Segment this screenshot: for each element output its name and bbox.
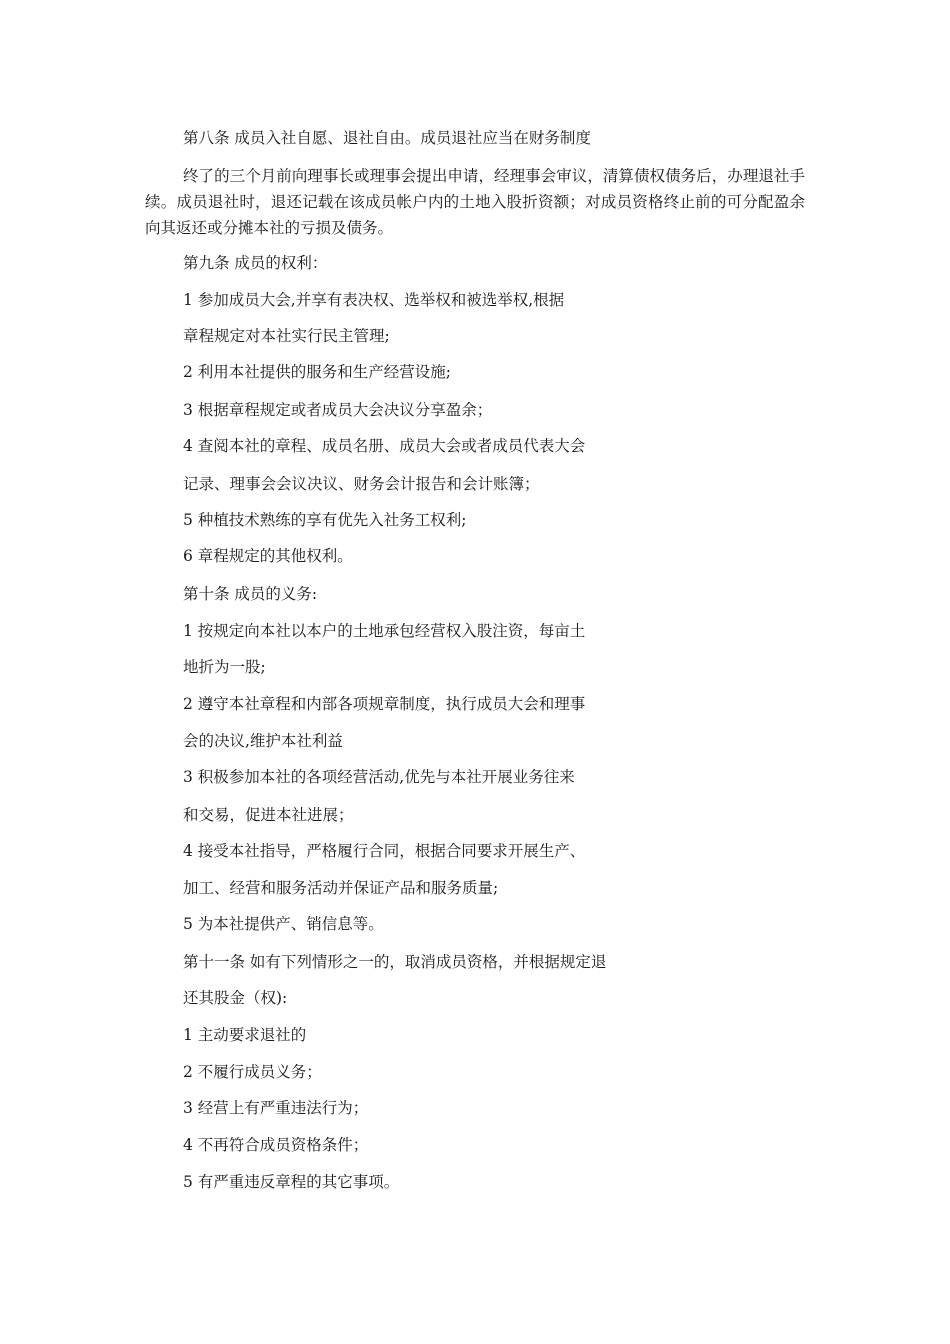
article-10-item-3-cont: 和交易，促进本社进展；: [183, 806, 354, 824]
article-11-item-5: 5 有严重违反章程的其它事项。: [183, 1173, 400, 1191]
article-8-heading: 第八条 成员入社自愿、退社自由。成员退社应当在财务制度: [183, 129, 591, 147]
article-11-item-3: 3 经营上有严重违法行为；: [183, 1099, 369, 1117]
article-9-heading: 第九条 成员的权利：: [183, 254, 328, 272]
article-9-item-4-cont: 记录、理事会会议决议、财务会计报告和会计账簿；: [183, 475, 540, 493]
article-10-item-1: 1 按规定向本社以本户的土地承包经营权入股注资，每亩土: [183, 622, 586, 640]
article-10-item-4: 4 接受本社指导，严格履行合同，根据合同要求开展生产、: [183, 842, 586, 860]
article-9-item-4: 4 查阅本社的章程、成员名册、成员大会或者成员代表大会: [183, 437, 586, 455]
article-9-item-3: 3 根据章程规定或者成员大会决议分享盈余；: [183, 401, 493, 419]
article-10-item-2: 2 遵守本社章程和内部各项规章制度，执行成员大会和理事: [183, 695, 586, 713]
article-10-heading: 第十条 成员的义务:: [183, 585, 318, 603]
article-10-item-2-cont: 会的决议,维护本社利益: [183, 732, 343, 750]
article-11-item-4: 4 不再符合成员资格条件；: [183, 1136, 369, 1154]
article-11-item-1: 1 主动要求退社的: [183, 1026, 307, 1044]
article-9-item-1-cont: 章程规定对本社实行民主管理;: [183, 327, 390, 345]
article-9-item-5: 5 种植技术熟练的享有优先入社务工权利;: [183, 511, 467, 529]
article-11-item-2: 2 不履行成员义务；: [183, 1063, 322, 1081]
article-10-item-3: 3 积极参加本社的各项经营活动,优先与本社开展业务往来: [183, 768, 575, 786]
article-10-item-4-cont: 加工、经营和服务活动并保证产品和服务质量;: [183, 879, 499, 897]
article-9-item-1: 1 参加成员大会,并享有表决权、选举权和被选举权,根据: [183, 291, 565, 309]
article-11-heading: 第十一条 如有下列情形之一的，取消成员资格，并根据规定退: [183, 953, 607, 971]
article-8-body: 终了的三个月前向理事长或理事会提出申请，经理事会审议，清算债权债务后，办理退社手续。成员退社时，退还记载在该成员帐户内的土地入股折资额；对成员资格终止前的可分配盈余向其返还或分摊本社的亏损及债务。: [145, 167, 805, 237]
article-9-item-2: 2 利用本社提供的服务和生产经营设施;: [183, 363, 452, 381]
article-9-item-6: 6 章程规定的其他权利。: [183, 547, 353, 565]
article-10-item-1-cont: 地折为一股;: [183, 658, 266, 676]
article-11-heading-cont: 还其股金（权):: [183, 989, 288, 1007]
article-10-item-5: 5 为本社提供产、销信息等。: [183, 915, 384, 933]
